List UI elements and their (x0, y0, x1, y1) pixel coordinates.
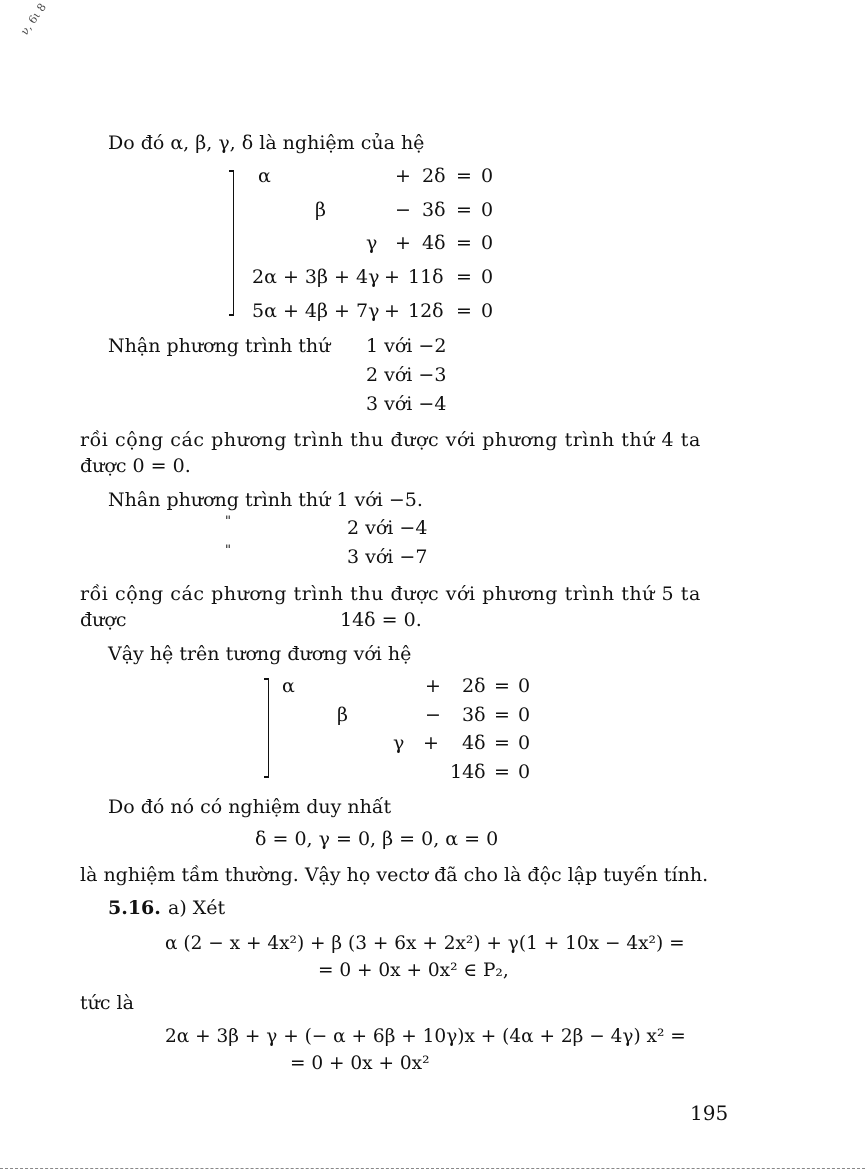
equation-b-line1: 2α + 3β + γ + (− α + 6β + 10γ)x + (4α + 2β − 4γ) x² = (165, 1026, 686, 1047)
add2-line2-right: 14δ = 0. (340, 609, 422, 631)
sys2-row3-term: 4δ (462, 732, 486, 754)
exercise-part: a) Xét (168, 897, 226, 919)
sys1-row1-eq: = (456, 165, 472, 187)
sys2-row1-lhs: α (282, 675, 295, 697)
add2-line1: rồi cộng các phương trình thu được với phương trình thứ 5 ta (80, 583, 701, 605)
corner-mark: ν, 6ι 8 (18, 0, 50, 38)
mult1-item-1: 1 với −2 (366, 335, 447, 357)
sys2-row3-op: + (423, 732, 439, 754)
sys2-row1-term: 2δ (462, 675, 486, 697)
sys1-row4-eq: = (456, 266, 472, 288)
trivial-line: là nghiệm tầm thường. Vậy họ vectơ đã cho là độc lập tuyến tính. (80, 864, 709, 886)
sys2-row4-rhs: 0 (518, 761, 531, 783)
unique-solution-line: Do đó nó có nghiệm duy nhất (108, 796, 392, 818)
sys2-row4-eq: = (494, 761, 510, 783)
equation-a-line2: = 0 + 0x + 0x² ∈ P₂, (318, 960, 509, 981)
sys1-row1-op: + (395, 165, 411, 187)
mult2-label: Nhân phương trình thứ 1 với −5. (108, 489, 423, 511)
sys1-row4-lhs: 2α + 3β + 4γ (252, 266, 380, 288)
add2-line2-left: được (80, 609, 127, 631)
sys1-row2-term: 3δ (422, 199, 446, 221)
mult1-item-3: 3 với −4 (366, 393, 447, 415)
sys2-row2-rhs: 0 (518, 704, 531, 726)
solution-line: δ = 0, γ = 0, β = 0, α = 0 (255, 828, 499, 850)
sys1-row5-op: + (384, 300, 400, 322)
sys1-row2-rhs: 0 (481, 199, 494, 221)
equation-b-line2: = 0 + 0x + 0x² (290, 1053, 430, 1074)
tuc-la-label: tức là (80, 992, 134, 1014)
sys2-row1-eq: = (494, 675, 510, 697)
system2-brace (268, 678, 269, 778)
mult2-item-3: 3 với −7 (347, 546, 428, 568)
sys1-row3-rhs: 0 (481, 232, 494, 254)
mult1-label: Nhận phương trình thứ (108, 335, 331, 357)
sys2-row3-eq: = (494, 732, 510, 754)
sys1-row2-op: − (395, 199, 411, 221)
equation-a-line1: α (2 − x + 4x²) + β (3 + 6x + 2x²) + γ(1 + 10x − 4x²) = (165, 933, 685, 954)
equiv-line: Vậy hệ trên tương đương với hệ (108, 643, 412, 665)
sys1-row4-term: 11δ (408, 266, 444, 288)
exercise-number: 5.16. (108, 897, 161, 919)
sys1-row2-lhs: β (315, 199, 326, 221)
sys1-row5-lhs: 5α + 4β + 7γ (252, 300, 380, 322)
sys1-row3-term: 4δ (422, 232, 446, 254)
mult2-item-2: 2 với −4 (347, 517, 428, 539)
sys1-row4-op: + (384, 266, 400, 288)
page-number: 195 (690, 1101, 729, 1125)
ditto-mark-1: " (225, 514, 231, 529)
add1-line2: được 0 = 0. (80, 455, 191, 477)
sys2-row3-lhs: γ (393, 732, 405, 754)
sys2-row2-lhs: β (337, 704, 348, 726)
sys1-row5-rhs: 0 (481, 300, 494, 322)
sys1-row1-term: 2δ (422, 165, 446, 187)
sys2-row2-op: − (425, 704, 441, 726)
sys2-row1-op: + (425, 675, 441, 697)
sys2-row2-term: 3δ (462, 704, 486, 726)
mult1-item-2: 2 với −3 (366, 364, 447, 386)
sys1-row2-eq: = (456, 199, 472, 221)
sys1-row4-rhs: 0 (481, 266, 494, 288)
add1-line1: rồi cộng các phương trình thu được với phương trình thứ 4 ta (80, 429, 701, 451)
sys1-row3-eq: = (456, 232, 472, 254)
sys1-row5-term: 12δ (408, 300, 444, 322)
sys2-row4-term: 14δ (450, 761, 486, 783)
system1-brace (233, 170, 234, 316)
sys2-row1-rhs: 0 (518, 675, 531, 697)
sys1-row5-eq: = (456, 300, 472, 322)
sys1-row3-op: + (395, 232, 411, 254)
bottom-rule (0, 1168, 865, 1169)
sys2-row3-rhs: 0 (518, 732, 531, 754)
ditto-mark-2: " (225, 543, 231, 558)
intro-line: Do đó α, β, γ, δ là nghiệm của hệ (108, 132, 425, 154)
sys1-row3-lhs: γ (366, 232, 378, 254)
sys1-row1-rhs: 0 (481, 165, 494, 187)
sys2-row2-eq: = (494, 704, 510, 726)
sys1-row1-lhs: α (258, 165, 271, 187)
